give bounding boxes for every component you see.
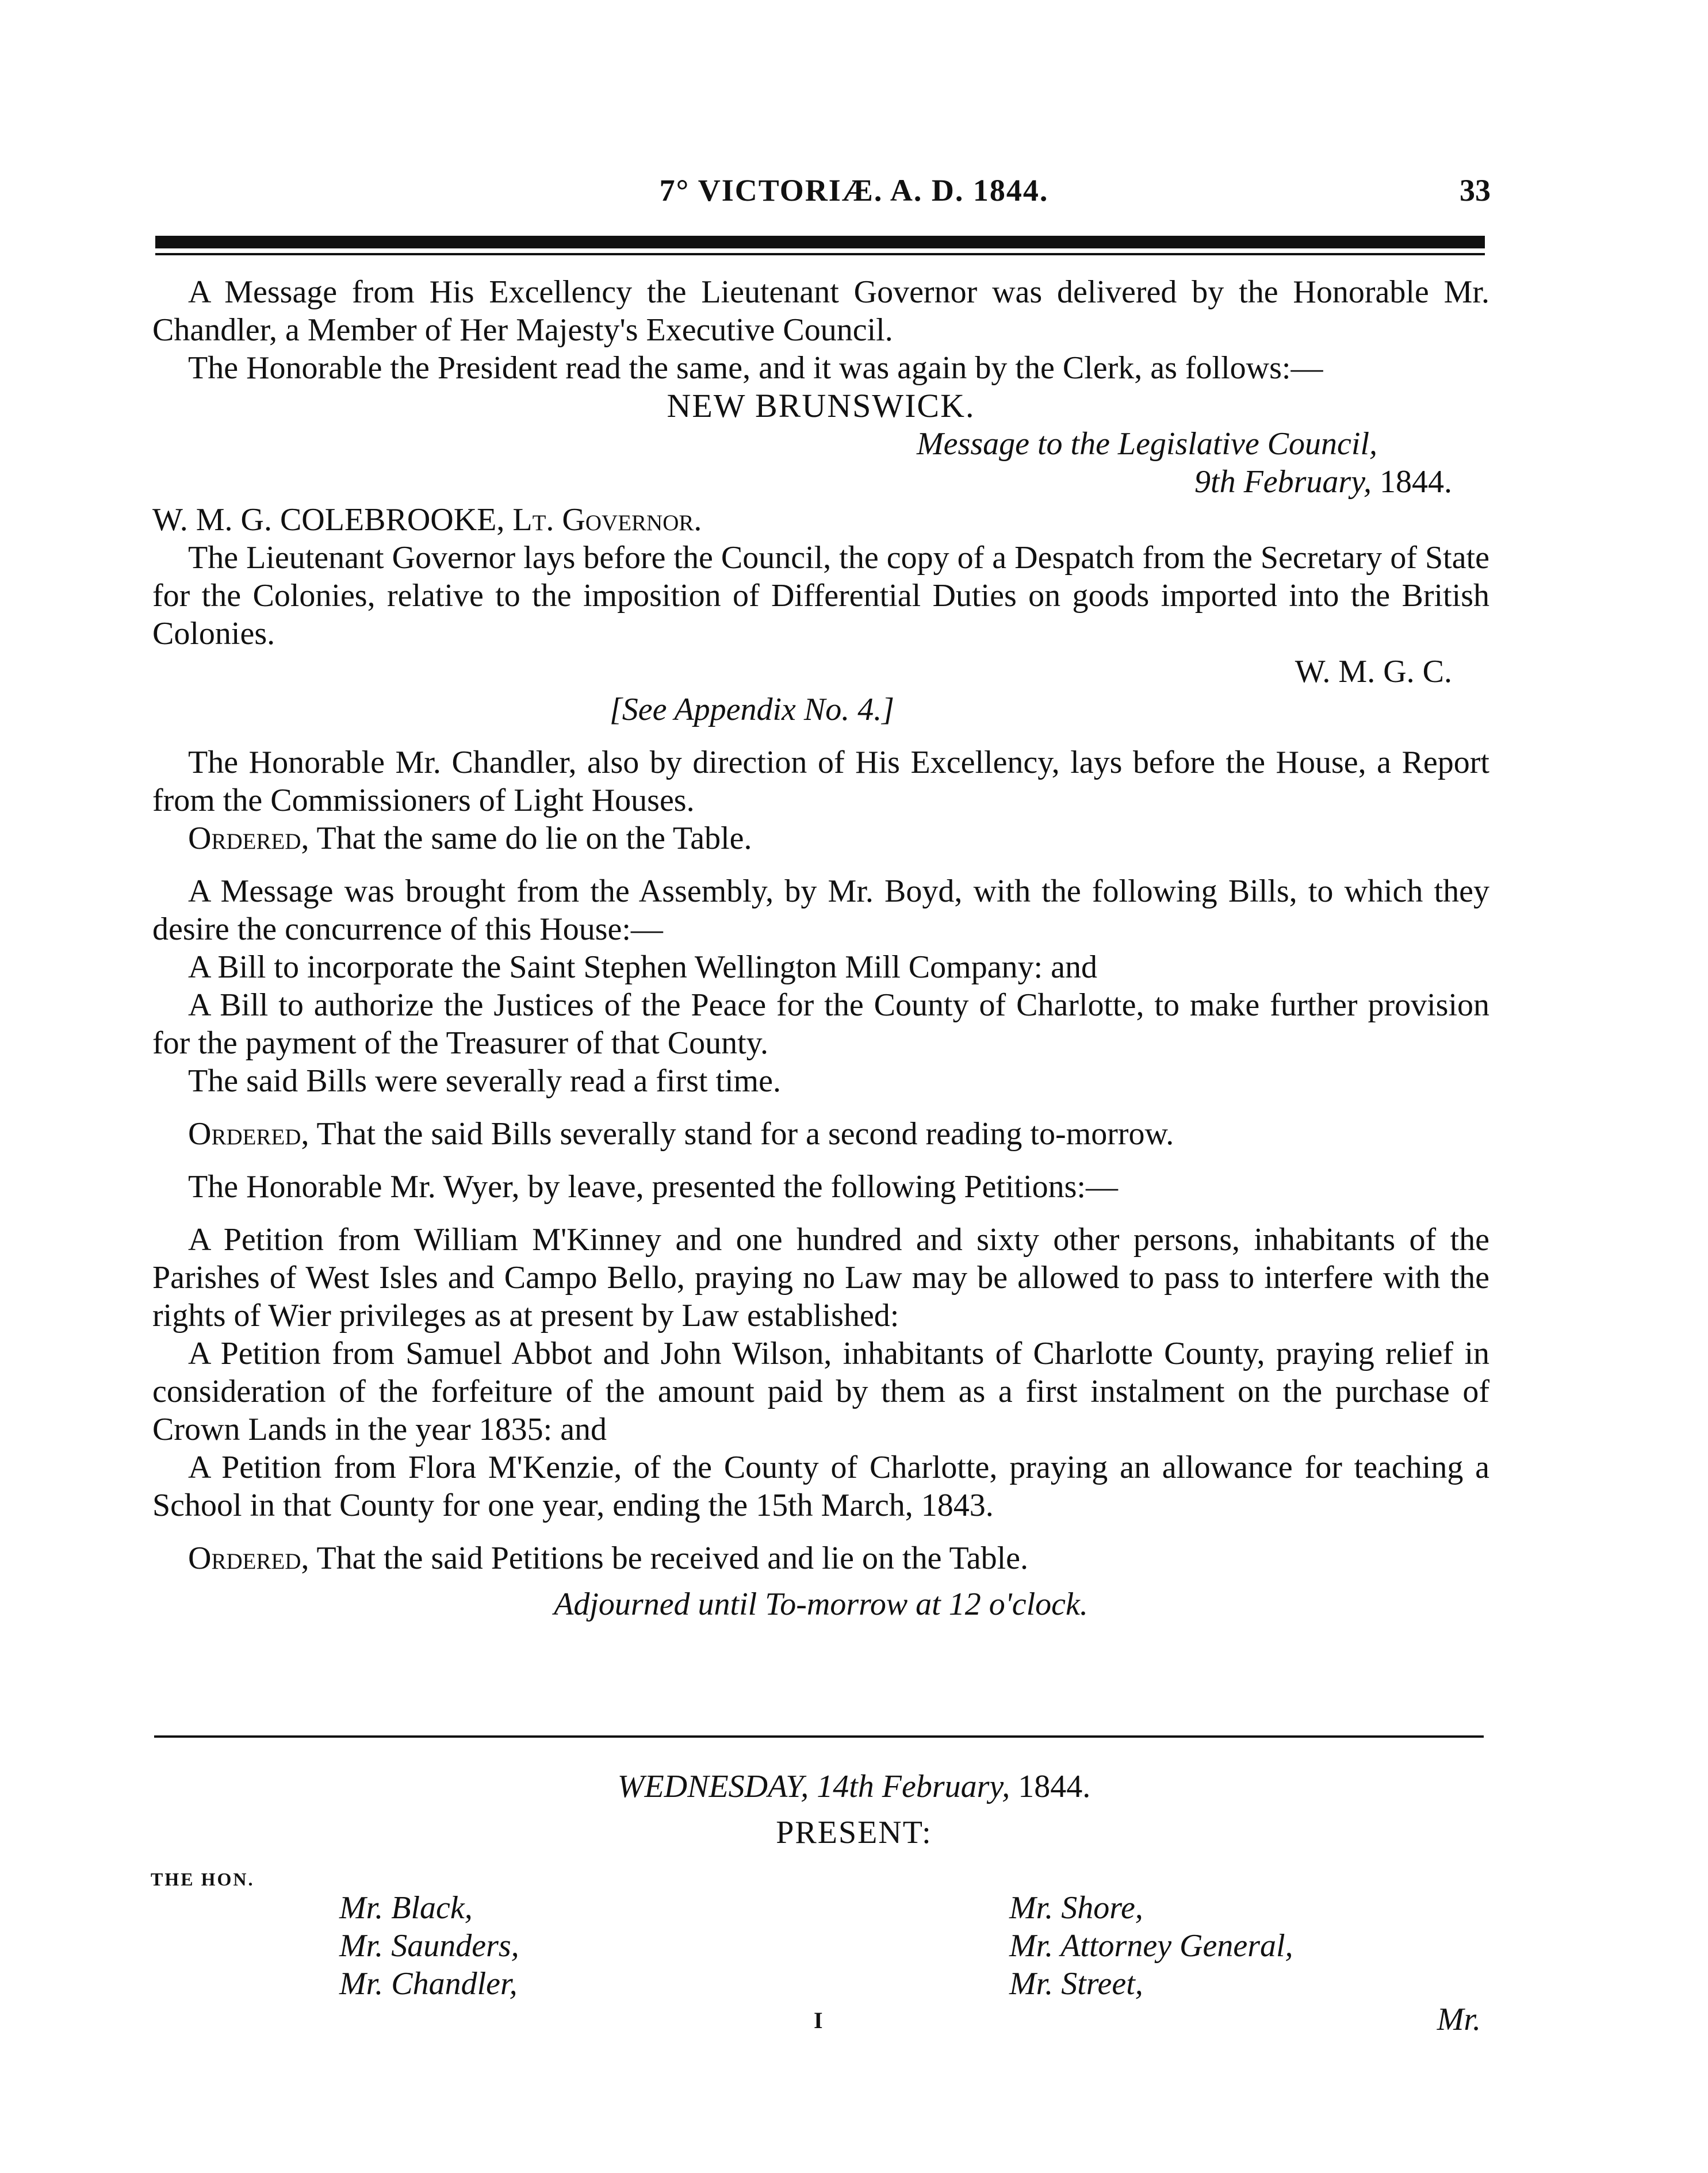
paragraph-petition-abbot: A Petition from Samuel Abbot and John Wilson, inhabitants of Charlotte County, praying relief in consideration of the forfeiture of the amount paid by them as a first instalment on the purchase of Crown Lands in the year 1835: and [152, 1336, 1489, 1447]
member-name: Mr. Street, [1009, 1966, 1143, 2002]
page-body [152, 273, 1489, 1623]
message-addressee-text: Message to the Legislative Council, [917, 426, 1377, 462]
paragraph-first-reading: The said Bills were severally read a first time. [188, 1063, 781, 1099]
paragraph-ordered-second-reading [152, 1115, 1489, 1153]
paragraph-light-houses: The Honorable Mr. Chandler, also by direction of His Excellency, lays before the House, a Report from the Commissioners of Light Houses. [152, 745, 1489, 818]
governor-signature-line [152, 501, 1489, 539]
member-name: Mr. Black, [339, 1890, 473, 1926]
ordered-label: Ordered, [188, 1540, 309, 1576]
paragraph-wyer-petitions: The Honorable Mr. Wyer, by leave, presented the following Petitions:— [188, 1169, 1118, 1205]
message-date [152, 463, 1489, 501]
paragraph-petition-mkenzie: A Petition from Flora M'Kenzie, of the County of Charlotte, praying an allowance for teaching a School in that County for one year, ending the 15th March, 1843. [152, 1450, 1489, 1523]
ordered-text: That the said Petitions be received and lie on the Table. [316, 1540, 1029, 1576]
running-head: 7° VICTORIÆ. A. D. 1844. [659, 173, 1049, 208]
message-date-year: 1844. [1380, 464, 1452, 500]
paragraph-bill-mill-company: A Bill to incorporate the Saint Stephen Wellington Mill Company: and [188, 949, 1097, 985]
ordered-label: Ordered, [188, 821, 309, 856]
ordered-label: Ordered, [188, 1116, 309, 1152]
members-column-left [339, 1889, 519, 2003]
ordered-text: That the same do lie on the Table. [316, 821, 752, 856]
the-hon-label: THE HON. [151, 1869, 255, 1890]
header-rule-thick [155, 236, 1485, 248]
page-number: 33 [1460, 173, 1491, 208]
present-heading: PRESENT: [776, 1815, 932, 1850]
sitting-year: 1844. [1018, 1769, 1091, 1804]
member-name: Mr. Chandler, [339, 1966, 518, 2002]
catchword: Mr. [1437, 2002, 1481, 2037]
paragraph-despatch: The Lieutenant Governor lays before the Council, the copy of a Despatch from the Secretary of State for the Colonies, relative to the imposition of Differential Duties on goods imported into the British Colonies. [152, 540, 1489, 651]
sitting-day: WEDNESDAY, 14th February, [617, 1769, 1010, 1804]
paragraph-message-delivered: A Message from His Excellency the Lieutenant Governor was delivered by the Honorable Mr. Chandler, a Member of Her Majesty's Executive Council. [152, 274, 1489, 348]
governor-title: Lt. Governor. [512, 502, 702, 538]
member-name: Mr. Saunders, [339, 1928, 519, 1964]
section-divider [154, 1735, 1484, 1738]
governor-name: W. M. G. COLEBROOKE, [152, 502, 505, 538]
paragraph-petition-mkinney: A Petition from William M'Kinney and one hundred and sixty other persons, inhabitants of the Parishes of West Isles and Campo Bello, praying no Law may be allowed to pass to interfere with the rights of Wier privileges as at present by Law established: [152, 1222, 1489, 1333]
members-column-right [1009, 1889, 1293, 2003]
paragraph-bill-justices: A Bill to authorize the Justices of the Peace for the County of Charlotte, to make further provision for the payment of the Treasurer of that County. [152, 987, 1489, 1061]
adjournment-text: Adjourned until To-morrow at 12 o'clock. [554, 1586, 1088, 1622]
member-name: Mr. Shore, [1009, 1890, 1143, 1926]
message-heading: NEW BRUNSWICK. [667, 387, 975, 424]
header-rule-thin [155, 253, 1485, 255]
governor-initials: W. M. G. C. [1295, 654, 1452, 689]
sitting-date [0, 1768, 1708, 1805]
paragraph-ordered-lie [152, 819, 1489, 857]
paragraph-assembly-message: A Message was brought from the Assembly, by Mr. Boyd, with the following Bills, to which they desire the concurrence of this House:— [152, 873, 1489, 947]
signature-mark: I [814, 2007, 823, 2033]
appendix-reference [152, 691, 1489, 729]
message-date-day: 9th February, [1194, 464, 1372, 500]
paragraph-ordered-petitions [152, 1539, 1489, 1577]
message-addressee [152, 425, 1489, 463]
appendix-reference-text: [See Appendix No. 4.] [609, 692, 895, 727]
adjournment-line [152, 1585, 1489, 1623]
paragraph-president-read: The Honorable the President read the same, and it was again by the Clerk, as follows:— [188, 350, 1323, 386]
member-name: Mr. Attorney General, [1009, 1928, 1293, 1964]
ordered-text: That the said Bills severally stand for a second reading to-morrow. [316, 1116, 1174, 1152]
